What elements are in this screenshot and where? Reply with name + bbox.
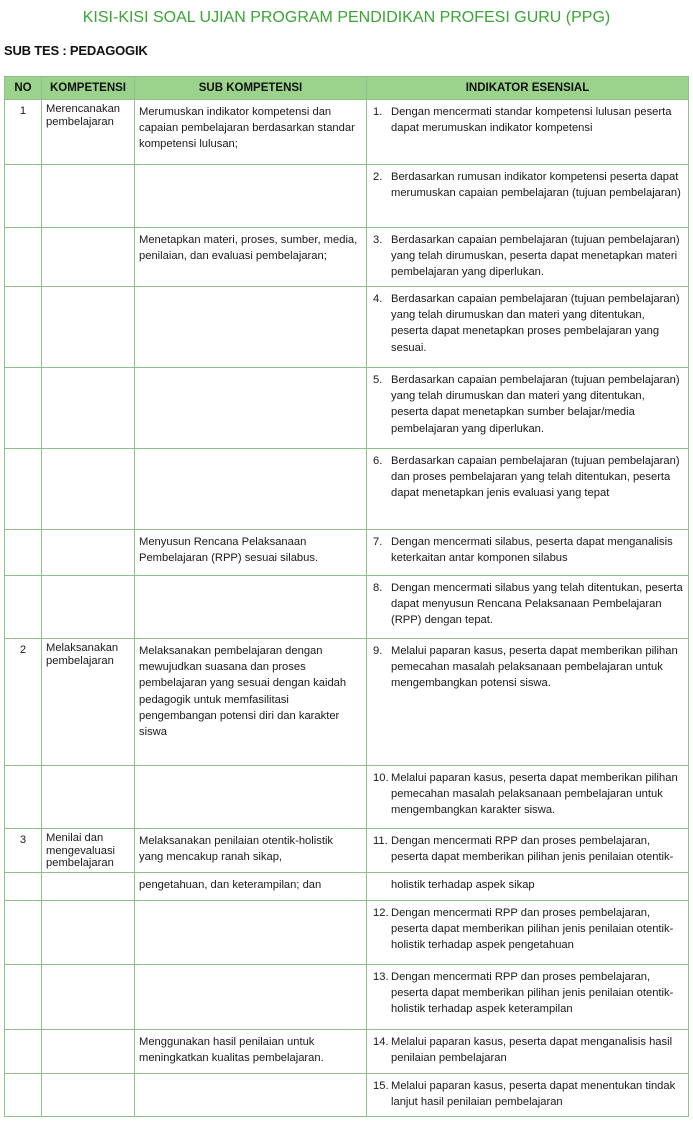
row-number: 3 [5, 829, 42, 873]
indikator-number: 10. [373, 772, 389, 784]
indikator-cell [367, 576, 689, 639]
indikator-text: Dengan mencermati RPP dan proses pembelajaran, peserta dapat memberikan pilihan jenis penilaian otentik-holistik terhadap aspek pengetahuan [391, 907, 674, 952]
indikator-number: 11. [373, 835, 388, 847]
kisi-kisi-table [4, 76, 688, 1117]
sub-kompetensi-cell: Merumuskan indikator kompetensi dan capaian pembelajaran berdasarkan standar kompetensi lulusan; [135, 100, 367, 165]
kompetensi-cell: Melaksanakan pembelajaran [42, 639, 135, 766]
indikator-text: Berdasarkan rumusan indikator kompetensi peserta dapat merumuskan capaian pembelajaran (tujuan pembelajaran) [391, 171, 681, 200]
sub-kompetensi-cell: Melaksanakan pembelajaran dengan mewujudkan suasana dan proses pembelajaran yang sesuai dengan kaidah pedagogik untuk memfasilitasi pengembangan potensi diri dan karakter siswa [135, 639, 367, 766]
row-number: 1 [5, 100, 42, 165]
table-row [5, 576, 689, 639]
indikator-cell [367, 901, 689, 965]
table-row [5, 165, 689, 228]
indikator-cell [367, 100, 689, 165]
table-row [5, 965, 689, 1030]
kompetensi-cell [42, 576, 135, 639]
sub-kompetensi-cell [135, 901, 367, 965]
table-row [5, 287, 689, 368]
sub-kompetensi-cell [135, 965, 367, 1030]
row-number [5, 1074, 42, 1117]
sub-kompetensi-cell [135, 165, 367, 228]
table-row [5, 901, 689, 965]
header-indikator-esensial: INDIKATOR ESENSIAL [367, 77, 689, 100]
table-row [5, 368, 689, 449]
indikator-number: 15. [373, 1080, 389, 1092]
indikator-number: 7. [373, 536, 383, 548]
row-number [5, 576, 42, 639]
indikator-text: Berdasarkan capaian pembelajaran (tujuan pembelajaran) dan proses pembelajaran yang telah ditentukan, peserta dapat menetapkan jenis evaluasi yang tepat [391, 455, 680, 500]
row-number [5, 766, 42, 829]
sub-kompetensi-cell: Melaksanakan penilaian otentik-holistik yang mencakup ranah sikap, [135, 829, 367, 873]
indikator-cell [367, 1030, 689, 1074]
indikator-number: 3. [373, 234, 383, 246]
indikator-cell [367, 766, 689, 829]
sub-kompetensi-cell: Menetapkan materi, proses, sumber, media, penilaian, dan evaluasi pembelajaran; [135, 228, 367, 287]
kompetensi-cell [42, 368, 135, 449]
indikator-text: Berdasarkan capaian pembelajaran (tujuan pembelajaran) yang telah dirumuskan, peserta dapat menetapkan materi pembelajaran yang diperlukan. [391, 234, 680, 279]
table-header-row [5, 77, 689, 100]
table-row [5, 873, 689, 901]
indikator-number: 4. [373, 293, 383, 305]
row-number [5, 449, 42, 530]
indikator-cell [367, 228, 689, 287]
indikator-text: holistik terhadap aspek sikap [391, 879, 535, 891]
sub-kompetensi-cell: Menggunakan hasil penilaian untuk meningkatkan kualitas pembelajaran. [135, 1030, 367, 1074]
header-kompetensi: KOMPETENSI [42, 77, 135, 100]
indikator-cell [367, 639, 689, 766]
kompetensi-cell [42, 873, 135, 901]
row-number [5, 1030, 42, 1074]
table-row [5, 228, 689, 287]
indikator-text: Dengan mencermati silabus, peserta dapat menganalisis keterkaitan antar komponen silabus [391, 536, 673, 565]
indikator-cell [367, 368, 689, 449]
table-row [5, 766, 689, 829]
kompetensi-cell [42, 1030, 135, 1074]
indikator-number: 14. [373, 1036, 389, 1048]
table-row [5, 639, 689, 766]
kompetensi-cell [42, 449, 135, 530]
row-number [5, 228, 42, 287]
table-row [5, 829, 689, 873]
indikator-cell [367, 1074, 689, 1117]
indikator-cell [367, 287, 689, 368]
indikator-cell [367, 873, 689, 901]
row-number [5, 530, 42, 576]
kompetensi-cell [42, 530, 135, 576]
indikator-number: 12. [373, 907, 389, 919]
indikator-cell [367, 829, 689, 873]
indikator-cell [367, 165, 689, 228]
indikator-text: Melalui paparan kasus, peserta dapat memberikan pilihan pemecahan masalah pelaksanaan pembelajaran untuk mengembangkan potensi siswa. [391, 645, 678, 690]
indikator-cell [367, 965, 689, 1030]
row-number [5, 873, 42, 901]
sub-kompetensi-cell [135, 576, 367, 639]
indikator-number [373, 877, 391, 893]
indikator-cell [367, 449, 689, 530]
indikator-number: 6. [373, 455, 383, 467]
sub-kompetensi-cell [135, 287, 367, 368]
table-row [5, 449, 689, 530]
sub-kompetensi-cell [135, 368, 367, 449]
indikator-number: 9. [373, 645, 383, 657]
row-number [5, 965, 42, 1030]
header-no: NO [5, 77, 42, 100]
row-number [5, 368, 42, 449]
row-number [5, 165, 42, 228]
row-number: 2 [5, 639, 42, 766]
indikator-text: Dengan mencermati standar kompetensi lulusan peserta dapat merumuskan indikator kompetensi [391, 106, 672, 135]
indikator-number: 13. [373, 971, 389, 983]
indikator-text: Melalui paparan kasus, peserta dapat menganalisis hasil penilaian pembelajaran [391, 1036, 673, 1065]
indikator-text: Dengan mencermati RPP dan proses pembelajaran, peserta dapat memberikan pilihan jenis penilaian otentik-holistik terhadap aspek keterampilan [391, 971, 674, 1016]
kompetensi-cell: Menilai dan mengevaluasi pembelajaran [42, 829, 135, 873]
sub-kompetensi-cell: pengetahuan, dan keterampilan; dan [135, 873, 367, 901]
subtest-label: SUB TES : PEDAGOGIK [4, 43, 148, 58]
kompetensi-cell [42, 1074, 135, 1117]
header-sub-kompetensi: SUB KOMPETENSI [135, 77, 367, 100]
kompetensi-cell: Merencanakan pembelajaran [42, 100, 135, 165]
sub-kompetensi-cell [135, 1074, 367, 1117]
kompetensi-cell [42, 165, 135, 228]
indikator-number: 2. [373, 171, 383, 183]
indikator-text: Berdasarkan capaian pembelajaran (tujuan pembelajaran) yang telah dirumuskan dan materi yang ditentukan, peserta dapat menetapkan proses pembelajaran yang sesuai. [391, 293, 680, 354]
kompetensi-cell [42, 901, 135, 965]
indikator-number: 8. [373, 582, 383, 594]
sub-kompetensi-cell: Menyusun Rencana Pelaksanaan Pembelajaran (RPP) sesuai silabus. [135, 530, 367, 576]
kompetensi-cell [42, 228, 135, 287]
table-row [5, 100, 689, 165]
table-row [5, 1030, 689, 1074]
indikator-text: Melalui paparan kasus, peserta dapat menentukan tindak lanjut hasil penilaian pembelajaran [391, 1080, 676, 1109]
document-title: KISI-KISI SOAL UJIAN PROGRAM PENDIDIKAN PROFESI GURU (PPG) [82, 9, 611, 26]
indikator-number: 1. [373, 106, 383, 118]
row-number [5, 901, 42, 965]
kompetensi-cell [42, 287, 135, 368]
indikator-number: 5. [373, 374, 383, 386]
indikator-text: Melalui paparan kasus, peserta dapat memberikan pilihan pemecahan masalah pelaksanaan pembelajaran untuk mengembangkan karakter siswa. [391, 772, 678, 817]
indikator-text: Berdasarkan capaian pembelajaran (tujuan pembelajaran) yang telah dirumuskan dan materi yang ditentukan, peserta dapat menetapkan sumber belajar/media pembelajaran yang diperlukan. [391, 374, 680, 435]
row-number [5, 287, 42, 368]
indikator-text: Dengan mencermati RPP dan proses pembelajaran, peserta dapat memberikan pilihan jenis penilaian otentik- [391, 835, 674, 864]
kompetensi-cell [42, 766, 135, 829]
kompetensi-cell [42, 965, 135, 1030]
sub-kompetensi-cell [135, 449, 367, 530]
sub-kompetensi-cell [135, 766, 367, 829]
table-row [5, 530, 689, 576]
indikator-cell [367, 530, 689, 576]
table-row [5, 1074, 689, 1117]
indikator-text: Dengan mencermati silabus yang telah ditentukan, peserta dapat menyusun Rencana Pelaksanaan Pembelajaran (RPP) dengan tepat. [391, 582, 683, 627]
